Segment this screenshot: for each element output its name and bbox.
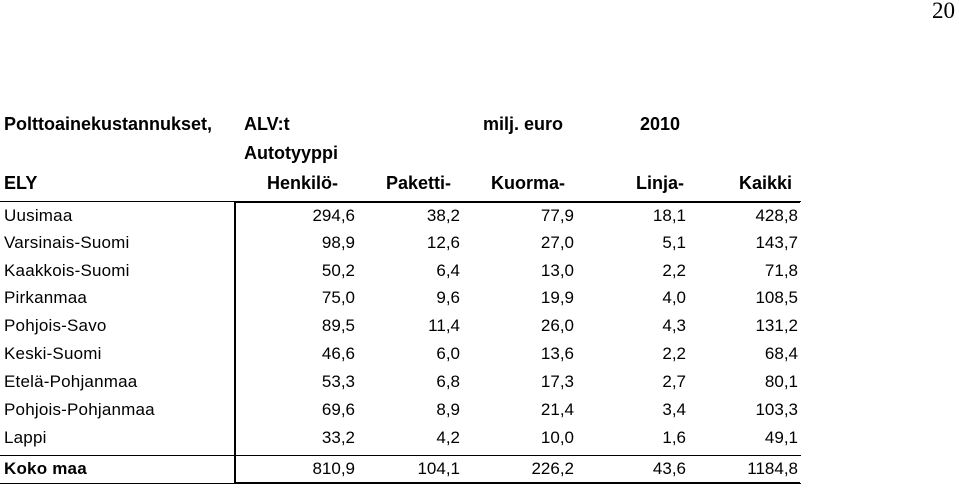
cell-paketti: 4,2 (436, 428, 460, 447)
region-name: Pirkanmaa (4, 288, 88, 307)
region-name: Pohjois-Savo (4, 316, 107, 335)
cell-henkilo: 50,2 (321, 261, 355, 280)
cell-henkilo: 89,5 (321, 316, 355, 335)
cell-kuorma: 17,3 (540, 372, 574, 391)
cell-paketti: 9,6 (436, 288, 460, 307)
cell-kaikki: 143,7 (755, 233, 798, 252)
cell-henkilo: 46,6 (321, 344, 355, 363)
cell-kuorma: 26,0 (540, 316, 574, 335)
cell-kaikki: 49,1 (764, 428, 798, 447)
region-name: Kaakkois-Suomi (4, 261, 130, 280)
region-name: Pohjois-Pohjanmaa (4, 400, 155, 419)
unit-label: milj. euro (483, 114, 564, 134)
cell-kaikki: 68,4 (764, 344, 798, 363)
table-row (0, 316, 959, 343)
cell-paketti: 6,8 (436, 372, 460, 391)
vehicle-type-header: Autotyyppi (244, 143, 338, 163)
cell-paketti: 38,2 (426, 206, 460, 225)
region-name: Uusimaa (4, 206, 73, 225)
cell-paketti: 8,9 (436, 400, 460, 419)
table-row (0, 428, 959, 455)
cell-henkilo: 53,3 (321, 372, 355, 391)
column-header-kuorma: Kuorma- (491, 173, 566, 193)
cell-kuorma: 10,0 (540, 428, 574, 447)
cell-kuorma: 27,0 (540, 233, 574, 252)
cell-henkilo: 69,6 (321, 400, 355, 419)
cell-linja: 1,6 (662, 428, 686, 447)
column-header-paketti: Paketti- (386, 173, 452, 193)
region-name: Lappi (4, 428, 47, 447)
table-row (0, 344, 959, 371)
cell-henkilo: 33,2 (321, 428, 355, 447)
total-label: Koko maa (4, 459, 87, 478)
cell-linja: 4,0 (662, 288, 686, 307)
cell-linja: 2,7 (662, 372, 686, 391)
total-row (0, 459, 959, 486)
table-title: Polttoainekustannukset, (4, 114, 213, 134)
cell-kaikki: 71,8 (764, 261, 798, 280)
column-header-kaikki: Kaikki (739, 173, 793, 193)
cell-linja: 2,2 (662, 344, 686, 363)
cell-paketti: 12,6 (426, 233, 460, 252)
cell-linja: 18,1 (652, 206, 686, 225)
cell-linja: 2,2 (662, 261, 686, 280)
column-header-henkilo: Henkilö- (267, 173, 339, 193)
region-name: Etelä-Pohjanmaa (4, 372, 138, 391)
total-kaikki: 1184,8 (747, 459, 798, 478)
cell-kaikki: 131,2 (755, 316, 798, 335)
total-kuorma: 226,2 (531, 459, 574, 478)
cell-linja: 3,4 (662, 400, 686, 419)
cell-paketti: 6,4 (436, 261, 460, 280)
column-header-linja: Linja- (636, 173, 684, 193)
table-row (0, 233, 959, 260)
cell-paketti: 11,4 (428, 316, 460, 335)
cell-henkilo: 98,9 (321, 233, 355, 252)
region-name: Varsinais-Suomi (4, 233, 130, 252)
region-name: Keski-Suomi (4, 344, 102, 363)
total-paketti: 104,1 (417, 459, 460, 478)
table-row (0, 261, 959, 288)
cell-kuorma: 19,9 (540, 288, 574, 307)
cell-henkilo: 294,6 (312, 206, 355, 225)
table-row (0, 288, 959, 315)
cell-kuorma: 21,4 (540, 400, 574, 419)
year-label: 2010 (640, 114, 681, 134)
table-row (0, 400, 959, 427)
total-henkilo: 810,9 (312, 459, 355, 478)
page-number: 20 (932, 0, 955, 23)
cell-kuorma: 13,0 (540, 261, 574, 280)
table-top-rule (0, 201, 801, 202)
cell-kaikki: 428,8 (755, 206, 798, 225)
cell-kaikki: 80,1 (764, 372, 798, 391)
cell-henkilo: 75,0 (321, 288, 355, 307)
table-row (0, 372, 959, 399)
table-row (0, 206, 959, 233)
cell-kuorma: 77,9 (540, 206, 574, 225)
total-separator-rule (0, 455, 801, 456)
cell-kaikki: 103,3 (755, 400, 798, 419)
cell-kaikki: 108,5 (755, 288, 798, 307)
cell-paketti: 6,0 (436, 344, 460, 363)
cell-linja: 5,1 (662, 233, 686, 252)
total-linja: 43,6 (652, 459, 686, 478)
region-column-header: ELY (4, 173, 38, 193)
cell-linja: 4,3 (662, 316, 686, 335)
vat-label: ALV:t (244, 114, 290, 134)
cell-kuorma: 13,6 (540, 344, 574, 363)
